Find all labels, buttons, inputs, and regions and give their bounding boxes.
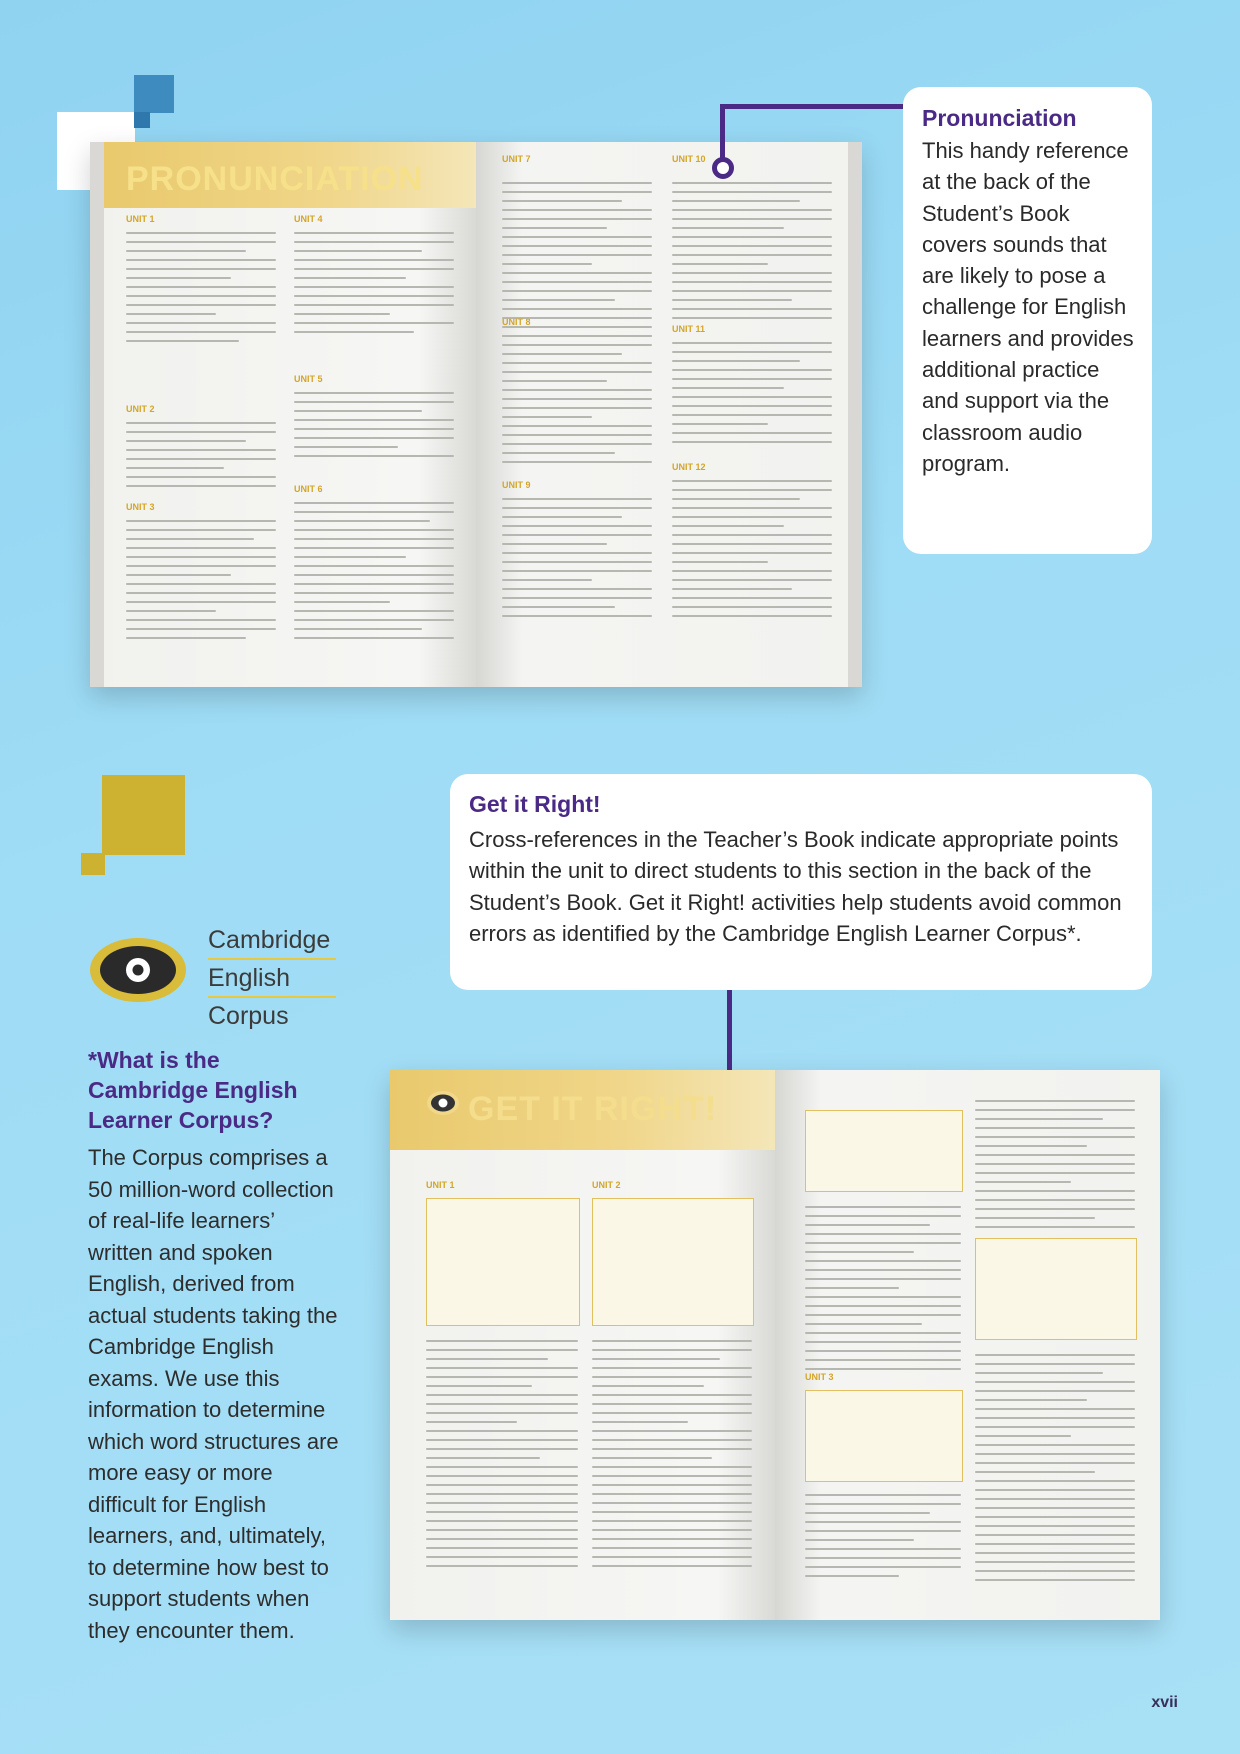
book2-highlight-box	[592, 1198, 754, 1326]
book1-text-block	[294, 232, 454, 340]
book1-text-block	[126, 422, 276, 494]
book2-text-block	[426, 1340, 578, 1574]
book1-text-block	[672, 480, 832, 624]
get-it-right-book-image	[390, 1070, 1160, 1620]
book1-text-block	[502, 335, 652, 470]
book2-unit-heading: UNIT 1	[426, 1180, 455, 1190]
book1-unit-heading: UNIT 4	[294, 214, 323, 224]
get-it-right-card	[450, 774, 1152, 990]
book2-left-page	[390, 1070, 775, 1620]
book2-highlight-box	[805, 1390, 963, 1482]
book1-text-block	[294, 502, 454, 646]
corpus-logo-line: Cambridge	[208, 922, 336, 960]
book1-unit-heading: UNIT 7	[502, 154, 531, 164]
book2-banner-title: GET IT RIGHT!	[468, 1090, 718, 1128]
book2-unit-heading: UNIT 2	[592, 1180, 621, 1190]
book1-unit-heading: UNIT 12	[672, 462, 706, 472]
book1-unit-heading: UNIT 8	[502, 317, 531, 327]
book1-text-block	[672, 182, 832, 326]
book2-banner-eye-icon	[426, 1090, 460, 1116]
book1-text-block	[502, 498, 652, 624]
book2-text-block	[975, 1100, 1135, 1235]
cambridge-english-corpus-logo	[88, 935, 188, 1005]
book1-unit-heading: UNIT 1	[126, 214, 155, 224]
book2-text-block	[805, 1206, 961, 1377]
book1-unit-heading: UNIT 10	[672, 154, 706, 164]
book1-banner-title: PRONUNCIATION	[126, 160, 424, 198]
book1-text-block	[294, 392, 454, 464]
book1-unit-heading: UNIT 5	[294, 374, 323, 384]
book1-unit-heading: UNIT 2	[126, 404, 155, 414]
corpus-logo-line: English	[208, 960, 336, 998]
corpus-heading: *What is the Cambridge English Learner Corpus?	[88, 1047, 298, 1133]
pronunciation-book-image	[90, 142, 862, 687]
book2-text-block	[592, 1340, 752, 1574]
book1-text-block	[672, 342, 832, 450]
book1-unit-heading: UNIT 3	[126, 502, 155, 512]
corpus-body: The Corpus comprises a 50 million-word collection of real-life learners’ written and spoken English, derived from actual students taking the Cambridge English exams. We use this information to determine which word structures are more easy or more difficult for English learners, and, ultimately, to determine how best to support students when they encounter them.	[88, 1145, 339, 1643]
book1-unit-heading: UNIT 11	[672, 324, 706, 334]
pronunciation-connector-dot	[712, 157, 734, 179]
page-number: xvii	[1151, 1694, 1178, 1711]
pronunciation-card-body: This handy reference at the back of the Student’s Book covers sounds that are likely to pose a challenge for English learners and provides additional practice and support via the classroom audio program.	[922, 138, 1134, 476]
pronunciation-card-title: Pronunciation	[922, 105, 1077, 131]
corpus-logo-text	[208, 922, 336, 1034]
book2-highlight-box	[975, 1238, 1137, 1340]
book2-text-block	[975, 1354, 1135, 1588]
deco-square-blue-small	[134, 112, 150, 128]
book1-text-block	[126, 232, 276, 349]
book2-highlight-box	[426, 1198, 580, 1326]
get-it-right-card-title: Get it Right!	[469, 791, 601, 817]
pronunciation-connector-line	[720, 104, 725, 159]
get-it-right-card-body: Cross-references in the Teacher’s Book indicate appropriate points within the unit to direct students to this section in the back of the Student’s Book. Get it Right! activities help students avoid common errors as identified by the Cambridge English Learner Corpus*.	[469, 827, 1122, 946]
book2-highlight-box	[805, 1110, 963, 1192]
book1-unit-heading: UNIT 9	[502, 480, 531, 490]
deco-square-gold	[102, 775, 185, 855]
book2-text-block	[805, 1494, 961, 1584]
book1-right-page	[476, 142, 862, 687]
book2-right-page	[775, 1070, 1160, 1620]
pronunciation-connector-line	[720, 104, 904, 109]
book1-text-block	[126, 520, 276, 646]
book1-left-page	[90, 142, 476, 687]
book1-unit-heading: UNIT 6	[294, 484, 323, 494]
corpus-logo-line: Corpus	[208, 1002, 289, 1030]
book2-unit-heading: UNIT 3	[805, 1372, 834, 1382]
pronunciation-card	[903, 87, 1152, 554]
deco-square-gold-small	[81, 853, 105, 875]
deco-square-blue	[134, 75, 174, 113]
